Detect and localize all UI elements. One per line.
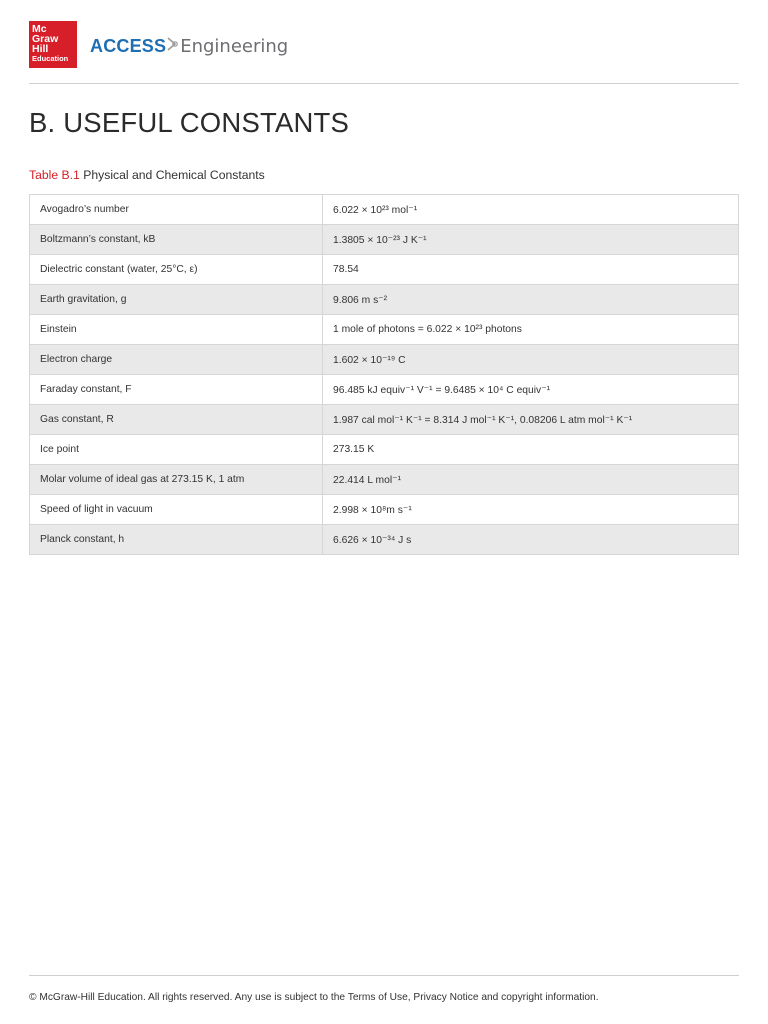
logo-line-1: Mc (32, 22, 47, 35)
constant-name: Earth gravitation, g (30, 285, 323, 315)
constants-table (29, 194, 739, 555)
logo-line-3: Hill (32, 42, 49, 55)
table-row (30, 405, 739, 435)
constant-value: 273.15 K (323, 435, 739, 465)
table-row (30, 255, 739, 285)
constant-name: Ice point (30, 435, 323, 465)
constant-value: 2.998 × 10⁸m s⁻¹ (323, 495, 739, 525)
table-caption-label: Table B.1 (29, 168, 80, 182)
constant-value: 6.626 × 10⁻³⁴ J s (323, 525, 739, 555)
page-title: B. USEFUL CONSTANTS (29, 107, 350, 138)
constant-name: Einstein (30, 315, 323, 345)
table-row (30, 435, 739, 465)
gear-icon (167, 37, 179, 56)
table-caption-text: Physical and Chemical Constants (83, 168, 265, 182)
constant-name: Speed of light in vacuum (30, 495, 323, 525)
table-row (30, 195, 739, 225)
table-row (30, 315, 739, 345)
constant-value: 22.414 L mol⁻¹ (323, 465, 739, 495)
header-divider (29, 83, 739, 84)
table-row (30, 465, 739, 495)
constant-name: Molar volume of ideal gas at 273.15 K, 1 atm (30, 465, 323, 495)
constant-value: 9.806 m s⁻² (323, 285, 739, 315)
table-row (30, 225, 739, 255)
table-row (30, 285, 739, 315)
table-row (30, 495, 739, 525)
constant-value: 1.602 × 10⁻¹⁹ C (323, 345, 739, 375)
mcgraw-hill-logo[interactable] (29, 21, 77, 68)
constant-name: Electron charge (30, 345, 323, 375)
site-header (29, 20, 288, 68)
constant-value: 6.022 × 10²³ mol⁻¹ (323, 195, 739, 225)
constant-value: 78.54 (323, 255, 739, 285)
logo-engineering-text: Engineering (180, 35, 289, 57)
logo-line-2: Graw (32, 32, 59, 45)
copyright-footer: © McGraw-Hill Education. All rights reserved. Any use is subject to the Terms of Use, Privacy Notice and copyright information. (29, 992, 599, 1003)
constant-name: Faraday constant, F (30, 375, 323, 405)
constant-value: 96.485 kJ equiv⁻¹ V⁻¹ = 9.6485 × 10⁴ C equiv⁻¹ (323, 375, 739, 405)
logo-line-4: Education (32, 53, 69, 63)
constant-value: 1 mole of photons = 6.022 × 10²³ photons (323, 315, 739, 345)
constant-name: Dielectric constant (water, 25°C, ε) (30, 255, 323, 285)
access-engineering-logo[interactable] (90, 22, 288, 70)
constant-name: Avogadro’s number (30, 195, 323, 225)
constant-value: 1.987 cal mol⁻¹ K⁻¹ = 8.314 J mol⁻¹ K⁻¹, 0.08206 L atm mol⁻¹ K⁻¹ (323, 405, 739, 435)
constant-name: Gas constant, R (30, 405, 323, 435)
constant-value: 1.3805 × 10⁻²³ J K⁻¹ (323, 225, 739, 255)
table-caption (29, 168, 265, 182)
table-row (30, 525, 739, 555)
footer-divider (29, 975, 739, 976)
table-row (30, 345, 739, 375)
constant-name: Boltzmann’s constant, kB (30, 225, 323, 255)
table-row (30, 375, 739, 405)
constant-name: Planck constant, h (30, 525, 323, 555)
logo-access-text: ACCESS (90, 35, 167, 56)
